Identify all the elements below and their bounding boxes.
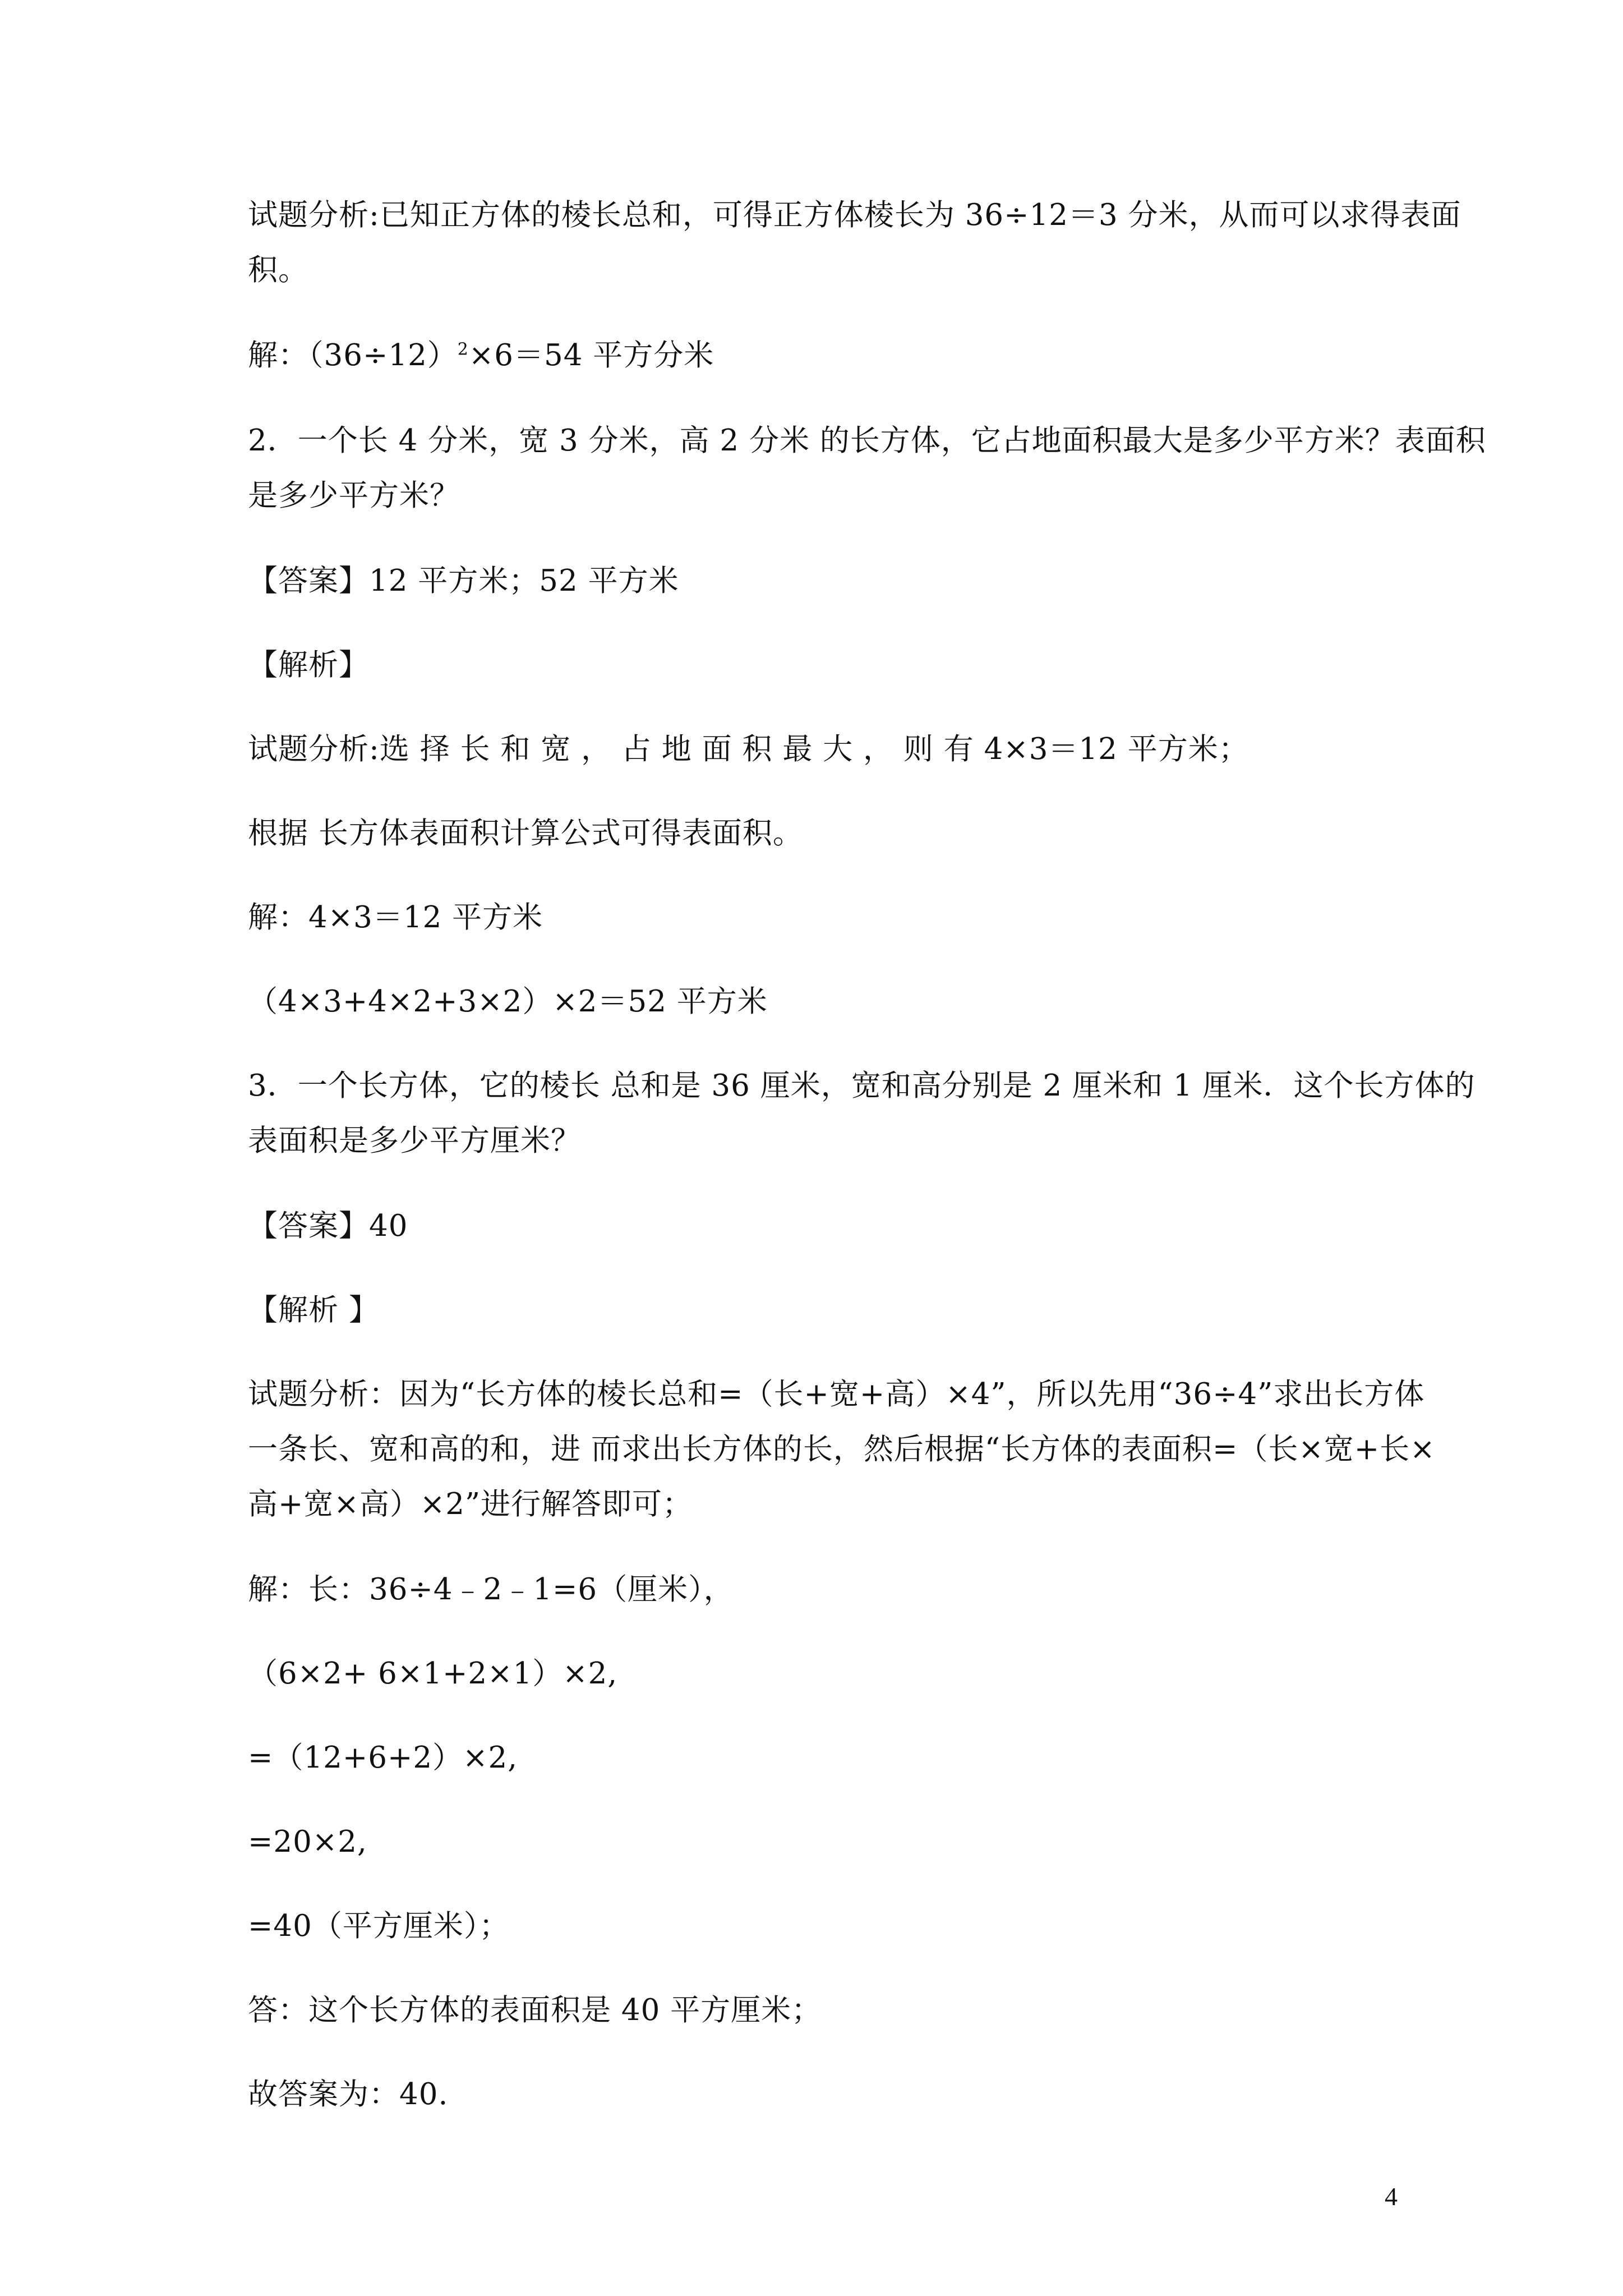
analysis-line-2: 积。 xyxy=(248,253,308,287)
solution-2-line-2: （4×3+4×2+3×2）×2＝52 平方米 xyxy=(248,984,768,1019)
analysis-line-1: 试题分析:已知正方体的棱长总和，可得正方体棱长为 36÷12＝3 分米，从而可以求得表面 xyxy=(248,198,1461,232)
analysis-2-line-1: 试题分析:选 择 长 和 宽 ， 占 地 面 积 最 大 ， 则 有 4×3＝12 平方米； xyxy=(248,732,1249,766)
answer-3: 【答案】40 xyxy=(248,1209,408,1243)
solution-2-line-1: 解：4×3＝12 平方米 xyxy=(248,900,543,935)
analysis-2-line-2: 根据 长方体表面积计算公式可得表面积。 xyxy=(248,816,803,850)
solution-3-line-7: 故答案为：40. xyxy=(248,2077,449,2111)
analysis-3-line-2: 一条长、宽和高的和，进 而求出长方体的长，然后根据“长方体的表面积=（长×宽+长× xyxy=(248,1432,1436,1466)
question-3-line-1: 3．一个长方体，它的棱长 总和是 36 厘米，宽和高分别是 2 厘米和 1 厘米．这个长方体的 xyxy=(248,1069,1476,1103)
solution-line-1-tail: ×6＝54 平方分米 xyxy=(468,338,714,372)
analysis-heading-2: 【解析】 xyxy=(248,648,369,682)
solution-line-1-text: 解：（36÷12） xyxy=(248,338,458,372)
question-2-line-2: 是多少平方米？ xyxy=(248,478,460,513)
solution-3-line-2: （6×2+ 6×1+2×1）×2, xyxy=(248,1657,618,1691)
question-2-line-1: 2．一个长 4 分米，宽 3 分米，高 2 分米 的长方体，它占地面积最大是多少平方米？表面积 xyxy=(248,424,1486,458)
solution-line-1 xyxy=(248,335,1392,376)
analysis-heading-3: 【解析 】 xyxy=(248,1293,379,1327)
page-number: 4 xyxy=(1385,2182,1398,2211)
question-3-line-2: 表面积是多少平方厘米？ xyxy=(248,1124,581,1158)
solution-3-line-3: =（12+6+2）×2, xyxy=(248,1741,518,1775)
superscript-exponent: 2 xyxy=(457,339,469,360)
solution-3-line-1: 解：长：36÷4﹣2﹣1=6（厘米）， xyxy=(248,1572,734,1607)
solution-3-line-4: =20×2, xyxy=(248,1825,367,1859)
solution-3-line-5: =40（平方厘米）； xyxy=(248,1909,510,1943)
answer-2: 【答案】12 平方米；52 平方米 xyxy=(248,564,679,598)
analysis-3-line-3: 高+宽×高）×2”进行解答即可； xyxy=(248,1487,693,1521)
analysis-3-line-1: 试题分析：因为“长方体的棱长总和=（长+宽+高）×4”，所以先用“36÷4”求出长方体 xyxy=(248,1377,1425,1411)
solution-3-line-6: 答：这个长方体的表面积是 40 平方厘米； xyxy=(248,1993,822,2027)
